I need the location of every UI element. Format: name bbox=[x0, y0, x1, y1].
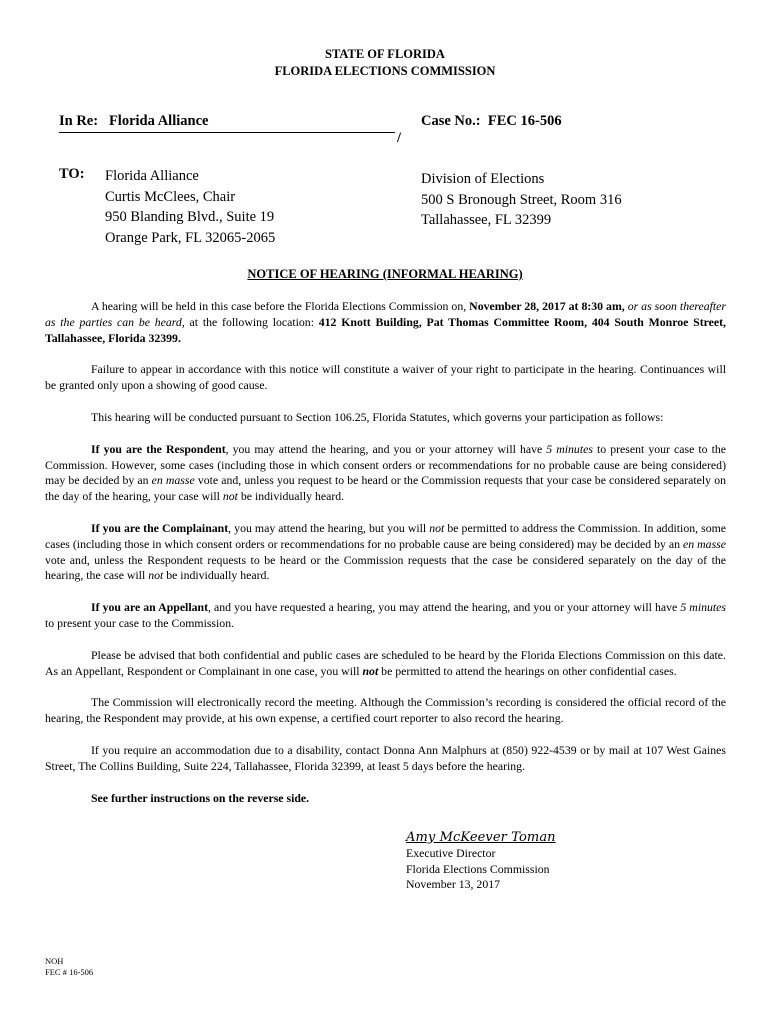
signer-organization: Florida Elections Commission bbox=[406, 861, 550, 876]
footer-case-ref: FEC # 16-506 bbox=[45, 967, 94, 977]
case-number-value: FEC 16-506 bbox=[487, 113, 562, 129]
notice-title: NOTICE OF HEARING (INFORMAL HEARING) bbox=[247, 267, 523, 281]
paragraph-hearing-details: A hearing will be held in this case before the Florida Elections Commission on, November 28, 2017 at 8:30 am, or as soon thereafter as the parties can be heard, at the following location: 412 Knott Building, Pat Thomas Committee Room, 404 South Monroe Street, Tallahassee, Florida 32399. bbox=[45, 299, 727, 345]
document-footer bbox=[45, 956, 93, 978]
paragraph-accommodation: If you require an accommodation due to a disability, contact Donna Ann Malphurs at (850) 922-4539 or by mail at 107 West Gaines Street, The Collins Building, Suite 224, Tallahassee, Florida 32399, at least 5 days before the hearing. bbox=[45, 742, 726, 773]
caption-slash: / bbox=[397, 130, 402, 146]
to-left-line: 950 Blanding Blvd., Suite 19 bbox=[105, 209, 275, 225]
in-re-label: In Re: bbox=[59, 113, 99, 129]
paragraph-confidential: Please be advised that both confidential and public cases are scheduled to be heard by the Florida Elections Commission on this date. As an Appellant, Respondent or Complainant in one case, you will not be permitted to attend the hearings on other confidential cases. bbox=[45, 647, 726, 678]
to-left-line: Florida Alliance bbox=[105, 168, 199, 184]
to-left-line: Orange Park, FL 32065-2065 bbox=[105, 229, 276, 246]
signature-block bbox=[406, 830, 556, 893]
header-commission: FLORIDA ELECTIONS COMMISSION bbox=[274, 64, 496, 78]
case-number bbox=[421, 113, 562, 130]
in-re-caption bbox=[59, 113, 208, 130]
signature-date: November 13, 2017 bbox=[406, 877, 501, 892]
paragraph-complainant: If you are the Complainant, you may attend the hearing, but you will not be permitted to address the Commission. In addition, some cases (including those in which consent orders or recommendations for no probable cause are being considered) may be decided by an en masse vote and, unless the Respondent requests to be heard or the Commission requests that the case be considered separately on the day of the hearing, the case will not be individually heard. bbox=[45, 520, 727, 583]
signer-title: Executive Director bbox=[406, 845, 496, 860]
paragraph-reverse-side: See further instructions on the reverse side. bbox=[91, 790, 310, 805]
paragraph-appellant: If you are an Appellant, and you have requested a hearing, you may attend the hearing, and you or your attorney will have 5 minutes to present your case to the Commission. bbox=[45, 600, 726, 630]
in-re-name: Florida Alliance bbox=[108, 113, 209, 129]
signature: Amy McKeever Toman bbox=[406, 830, 556, 845]
case-number-label: Case No.: bbox=[421, 113, 481, 129]
to-address-division bbox=[421, 169, 622, 231]
to-right-line: Division of Elections bbox=[421, 171, 545, 187]
document-header bbox=[0, 46, 770, 80]
paragraph-respondent: If you are the Respondent, you may attend the hearing, and you or your attorney will have 5 minutes to present your case to the Commission. However, some cases (including those in which consent orders or recommendations for no probable cause are being considered) may be decided by an en masse vote and, unless you request to be heard or the Commission requests that your case be considered separately on the day of the hearing, your case will not be individually heard. bbox=[45, 441, 727, 504]
to-address-respondent bbox=[105, 166, 275, 248]
to-label: TO: bbox=[59, 166, 85, 182]
caption-rule bbox=[59, 132, 395, 133]
notice-body bbox=[45, 299, 726, 822]
to-left-line: Curtis McClees, Chair bbox=[105, 188, 236, 205]
paragraph-recording: The Commission will electronically record the meeting. Although the Commission’s recording is considered the official record of the hearing, the Respondent may provide, at his own expense, a certified court reporter to also record the hearing. bbox=[45, 695, 726, 726]
to-right-line: Tallahassee, FL 32399 bbox=[421, 212, 552, 228]
to-right-line: 500 S Bronough Street, Room 316 bbox=[421, 191, 622, 208]
paragraph-failure-to-appear: Failure to appear in accordance with this notice will constitute a waiver of your right to participate in the hearing. Continuances will be granted only upon a showing of good cause. bbox=[45, 362, 726, 393]
paragraph-statute: This hearing will be conducted pursuant to Section 106.25, Florida Statutes, which governs your participation as follows: bbox=[91, 409, 664, 424]
footer-form-code: NOH bbox=[45, 956, 64, 966]
header-state: STATE OF FLORIDA bbox=[325, 47, 445, 61]
